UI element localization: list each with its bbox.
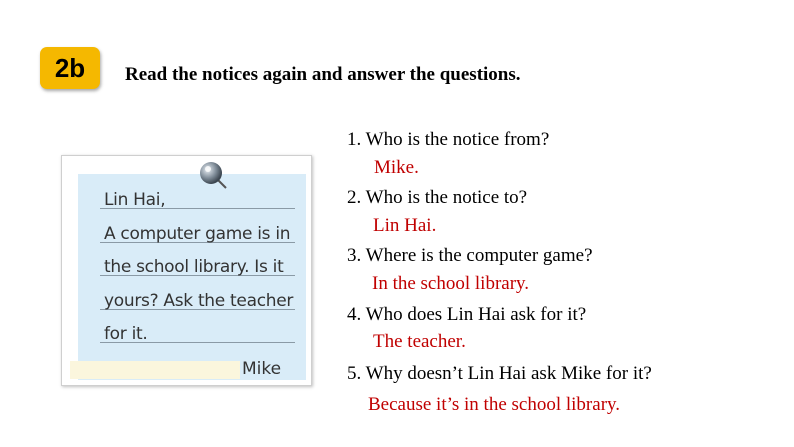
notice-signature: Mike bbox=[242, 359, 282, 379]
pushpin-icon bbox=[198, 160, 228, 190]
notice-bottom-strip bbox=[70, 361, 240, 379]
answer-4: The teacher. bbox=[373, 331, 466, 352]
notice-card bbox=[61, 155, 312, 386]
answer-1: Mike. bbox=[374, 157, 419, 178]
question-3: 3. Where is the computer game? bbox=[347, 245, 593, 266]
notice-line-1: Lin Hai, bbox=[104, 190, 166, 210]
notice-line-4: yours? Ask the teacher bbox=[104, 291, 294, 311]
notice-line-2: A computer game is in bbox=[104, 224, 291, 244]
instruction-text: Read the notices again and answer the questions. bbox=[125, 64, 521, 85]
notice-paper bbox=[78, 174, 306, 380]
notice-line-5: for it. bbox=[104, 324, 148, 344]
answer-3: In the school library. bbox=[372, 273, 530, 294]
question-4: 4. Who does Lin Hai ask for it? bbox=[347, 304, 587, 325]
question-2: 2. Who is the notice to? bbox=[347, 187, 528, 208]
question-5: 5. Why doesn’t Lin Hai ask Mike for it? bbox=[347, 363, 652, 384]
notice-line-3: the school library. Is it bbox=[104, 257, 284, 277]
section-badge: 2b bbox=[40, 47, 100, 89]
answer-5: Because it’s in the school library. bbox=[368, 394, 621, 415]
question-1: 1. Who is the notice from? bbox=[347, 129, 550, 150]
answer-2: Lin Hai. bbox=[373, 215, 437, 236]
